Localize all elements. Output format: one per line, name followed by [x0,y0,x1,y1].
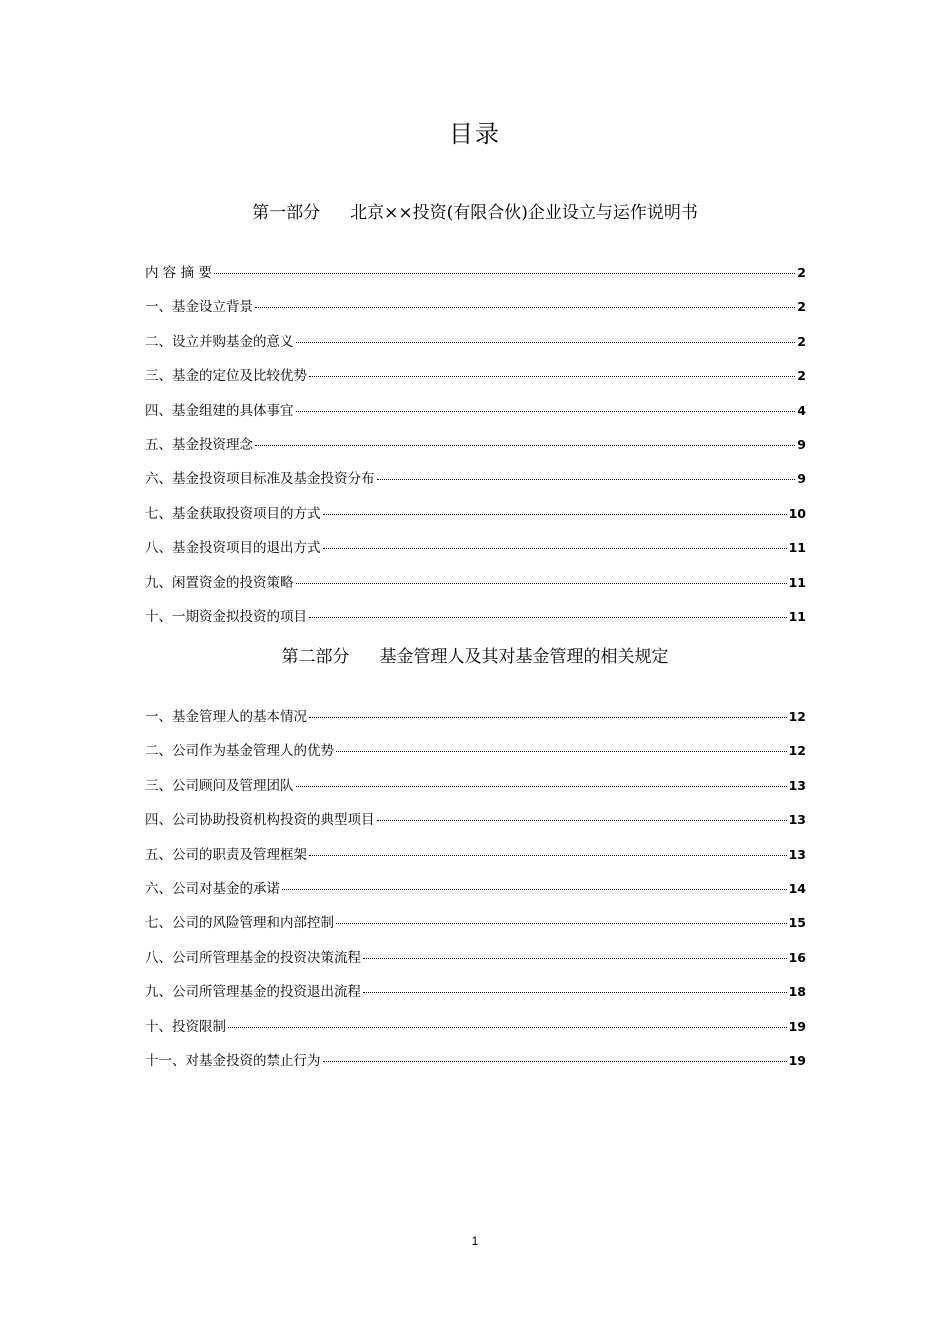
toc-page-number: 19 [788,1018,806,1034]
toc-page-number: 12 [788,743,806,759]
toc-entry[interactable] [145,571,806,605]
toc-entry-text: 六、公司对基金的承诺 [145,880,280,897]
toc-leader-dots [255,306,795,308]
toc-page-number: 11 [788,608,806,624]
toc-page-number: 2 [797,265,806,280]
toc-leader-dots [296,341,796,343]
toc-page-number: 10 [788,505,806,521]
toc-page-number: 13 [788,812,806,828]
toc-page-number: 13 [788,846,806,862]
part1-title: 北京××投资(有限合伙)企业设立与运作说明书 [350,203,698,223]
toc-entry[interactable] [145,399,806,433]
toc-page-number: 9 [797,471,806,487]
toc-entry[interactable] [145,877,806,911]
part2-title: 基金管理人及其对基金管理的相关规定 [379,647,669,667]
toc-entry[interactable] [145,1015,806,1049]
toc-entry-text: 一、基金管理人的基本情况 [145,709,307,725]
toc-leader-dots [214,272,795,274]
toc-leader-dots [296,785,787,787]
toc-entry-text: 二、公司作为基金管理人的优势 [145,743,334,760]
toc-leader-dots [323,1060,787,1062]
toc-entry-text: 九、闲置资金的投资策略 [145,574,294,591]
page-number: 1 [471,1234,479,1248]
toc-page-number: 4 [797,402,806,418]
toc-entry-text: 八、公司所管理基金的投资决策流程 [145,949,361,966]
toc-entry[interactable] [145,774,806,808]
toc-entry[interactable] [145,433,806,467]
toc-page-number: 2 [797,333,806,349]
part1-heading [0,198,950,223]
toc-entry-text: 十一、对基金投资的禁止行为 [145,1052,321,1069]
toc-leader-dots [282,888,787,890]
toc-leader-dots [309,854,787,856]
toc-page-number: 14 [788,880,806,896]
toc-entry-text: 二、设立并购基金的意义 [145,333,294,350]
toc-entry-text: 一、基金设立背景 [145,299,253,316]
toc-entry-text: 内 容 摘 要 [145,265,212,281]
toc-entry-text: 六、基金投资项目标准及基金投资分布 [145,471,375,488]
toc-entry-text: 三、公司顾问及管理团队 [145,777,294,794]
toc-page-number: 12 [788,709,806,724]
part2-heading [0,642,950,667]
toc-entry-text: 三、基金的定位及比较优势 [145,368,307,385]
toc-leader-dots [377,819,787,821]
toc-entry[interactable] [145,502,806,536]
toc-entry-text: 五、基金投资理念 [145,436,253,453]
part2-toc-list [145,705,806,1083]
toc-entry-text: 七、基金获取投资项目的方式 [145,505,321,522]
toc-leader-dots [323,513,787,515]
toc-entry[interactable] [145,295,806,329]
toc-entry[interactable] [145,330,806,364]
toc-leader-dots [309,716,787,718]
toc-entry[interactable] [145,980,806,1014]
toc-page-number: 2 [797,299,806,315]
toc-leader-dots [228,1026,787,1028]
toc-entry[interactable] [145,808,806,842]
toc-entry[interactable] [145,1049,806,1083]
toc-page-number: 15 [788,915,806,931]
part1-label: 第一部分 [252,203,321,223]
toc-entry-text: 五、公司的职责及管理框架 [145,846,307,863]
toc-leader-dots [336,922,787,924]
toc-entry-text: 十、一期资金拟投资的项目 [145,608,307,625]
page-title: 目录 [449,120,501,148]
toc-leader-dots [309,375,795,377]
toc-leader-dots [255,444,795,446]
toc-entry-text: 八、基金投资项目的退出方式 [145,540,321,557]
toc-page-number: 9 [797,436,806,452]
toc-leader-dots [363,991,787,993]
toc-entry[interactable] [145,946,806,980]
toc-leader-dots [323,547,787,549]
toc-page-number: 11 [788,574,806,590]
toc-entry[interactable] [145,605,806,639]
toc-page-number: 11 [788,540,806,556]
toc-leader-dots [363,957,787,959]
toc-leader-dots [296,410,796,412]
part1-toc-list [145,261,806,639]
toc-page-number: 13 [788,777,806,793]
toc-leader-dots [296,582,787,584]
toc-leader-dots [309,616,787,618]
toc-entry-text: 九、公司所管理基金的投资退出流程 [145,984,361,1001]
toc-entry[interactable] [145,261,806,295]
toc-page-number: 2 [797,368,806,384]
toc-entry-text: 四、公司协助投资机构投资的典型项目 [145,812,375,829]
toc-entry[interactable] [145,467,806,501]
toc-leader-dots [377,478,796,480]
toc-entry[interactable] [145,739,806,773]
toc-page-number: 16 [788,949,806,965]
toc-entry[interactable] [145,843,806,877]
toc-entry[interactable] [145,705,806,739]
part2-label: 第二部分 [281,647,350,667]
toc-entry[interactable] [145,911,806,945]
toc-entry[interactable] [145,536,806,570]
toc-entry-text: 十、投资限制 [145,1018,226,1035]
toc-page-number: 19 [788,1052,806,1068]
toc-leader-dots [336,750,787,752]
toc-entry[interactable] [145,364,806,398]
toc-entry-text: 七、公司的风险管理和内部控制 [145,915,334,932]
toc-entry-text: 四、基金组建的具体事宜 [145,402,294,419]
toc-page-number: 18 [788,984,806,1000]
